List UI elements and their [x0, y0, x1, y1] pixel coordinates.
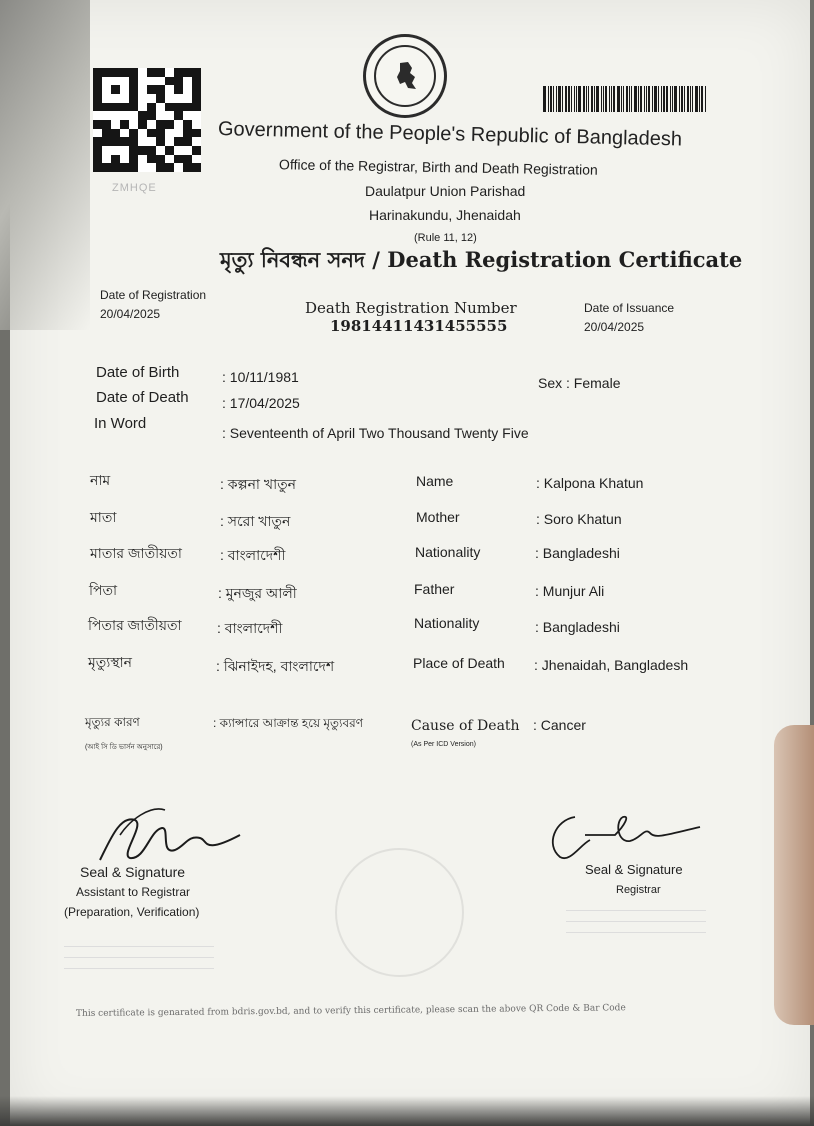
bn-cause-label: মৃত্যুর কারণ	[85, 715, 140, 729]
assistant-registrar-label: Assistant to Registrar	[76, 885, 191, 899]
bn-father-nationality-value: : বাংলাদেশী	[217, 620, 283, 636]
office-title: Office of the Registrar, Birth and Death Registration	[278, 156, 598, 178]
right-seal-signature-label: Seal & Signature	[585, 862, 683, 877]
cause-sub: (As Per ICD Version)	[411, 741, 476, 748]
place-of-death-label: Place of Death	[413, 655, 505, 671]
barcode-icon	[543, 86, 725, 112]
faded-left-stamp	[64, 936, 214, 969]
footer-note: This certificate is genarated from bdris.gov.bd, and to verify this certificate, please scan the above QR Code & Bar Code	[75, 1003, 626, 1019]
cause-value: : Cancer	[533, 717, 586, 733]
birth-date-label: Date of Birth	[96, 364, 180, 381]
bn-father-nationality-label: পিতার জাতীয়তা	[88, 617, 182, 633]
name-value: : Kalpona Khatun	[536, 475, 644, 491]
bn-cause-value: : ক্যান্সারে আক্রান্ত হয়ে মৃত্যুবরণ	[213, 716, 364, 730]
registrar-signature	[545, 805, 705, 870]
bn-mother-label: মাতা	[90, 509, 117, 525]
registrar-label: Registrar	[616, 884, 661, 896]
bn-cause-sub: (আই সি ডি ভার্সন অনুসারে)	[85, 744, 163, 751]
paper-shadow	[0, 0, 90, 330]
bn-place-of-death-value: : ঝিনাইদহ, বাংলাদেশ	[216, 658, 335, 674]
death-date-value: : 17/04/2025	[222, 395, 300, 411]
certificate-title: মৃত্যু নিবন্ধন সনদ / Death Registration Certificate	[220, 247, 743, 272]
cause-label: Cause of Death	[411, 718, 520, 734]
sex-value: Sex : Female	[538, 375, 621, 391]
father-label: Father	[414, 581, 455, 597]
registration-number-value: 19814411431455555	[330, 317, 508, 335]
qr-code-icon	[93, 68, 201, 172]
union-name: Daulatpur Union Parishad	[365, 183, 526, 199]
location-name: Harinakundu, Jhenaidah	[369, 207, 521, 223]
faded-right-stamp	[566, 900, 706, 933]
bn-mother-nationality-value: : বাংলাদেশী	[220, 547, 286, 563]
registration-date-label: Date of Registration	[100, 288, 207, 302]
rule-text: (Rule 11, 12)	[414, 232, 477, 244]
name-label: Name	[416, 473, 454, 489]
place-of-death-value: : Jhenaidah, Bangladesh	[534, 657, 689, 673]
father-nationality-value: : Bangladeshi	[535, 619, 620, 635]
mother-nationality-value: : Bangladeshi	[535, 545, 620, 561]
bn-mother-value: : সরো খাতুন	[220, 513, 291, 529]
qr-code-text: ZMHQE	[112, 182, 157, 194]
birth-date-value: : 10/11/1981	[222, 369, 299, 385]
preparation-verification-label: (Preparation, Verification)	[64, 905, 200, 919]
left-seal-signature-label: Seal & Signature	[80, 864, 186, 880]
death-date-label: Date of Death	[96, 389, 189, 406]
government-seal-icon	[363, 34, 447, 118]
bn-name-value: : কল্পনা খাতুন	[220, 476, 296, 492]
bn-place-of-death-label: মৃত্যুস্থান	[88, 654, 133, 670]
bn-father-value: : মুনজুর আলী	[218, 585, 297, 601]
in-word-label: In Word	[94, 415, 147, 432]
issuance-date-label: Date of Issuance	[584, 301, 675, 315]
father-nationality-label: Nationality	[414, 615, 480, 631]
bn-mother-nationality-label: মাতার জাতীয়তা	[90, 545, 182, 561]
mother-value: : Soro Khatun	[536, 511, 622, 527]
bangladesh-map-icon	[374, 45, 436, 107]
issuance-date-value: 20/04/2025	[584, 320, 645, 334]
mother-label: Mother	[416, 509, 460, 525]
bottom-shadow	[0, 1096, 814, 1126]
bn-father-label: পিতা	[89, 582, 118, 598]
assistant-signature	[90, 800, 250, 870]
finger	[774, 725, 814, 1025]
registration-date-value: 20/04/2025	[100, 307, 161, 321]
mother-nationality-label: Nationality	[415, 544, 481, 560]
father-value: : Munjur Ali	[535, 583, 605, 599]
faded-stamp	[335, 848, 464, 977]
in-word-value: : Seventeenth of April Two Thousand Twenty Five	[222, 425, 529, 441]
registration-number-label: Death Registration Number	[305, 299, 517, 317]
government-title: Government of the People's Republic of Bangladesh	[217, 118, 683, 151]
bn-name-label: নাম	[90, 472, 111, 488]
